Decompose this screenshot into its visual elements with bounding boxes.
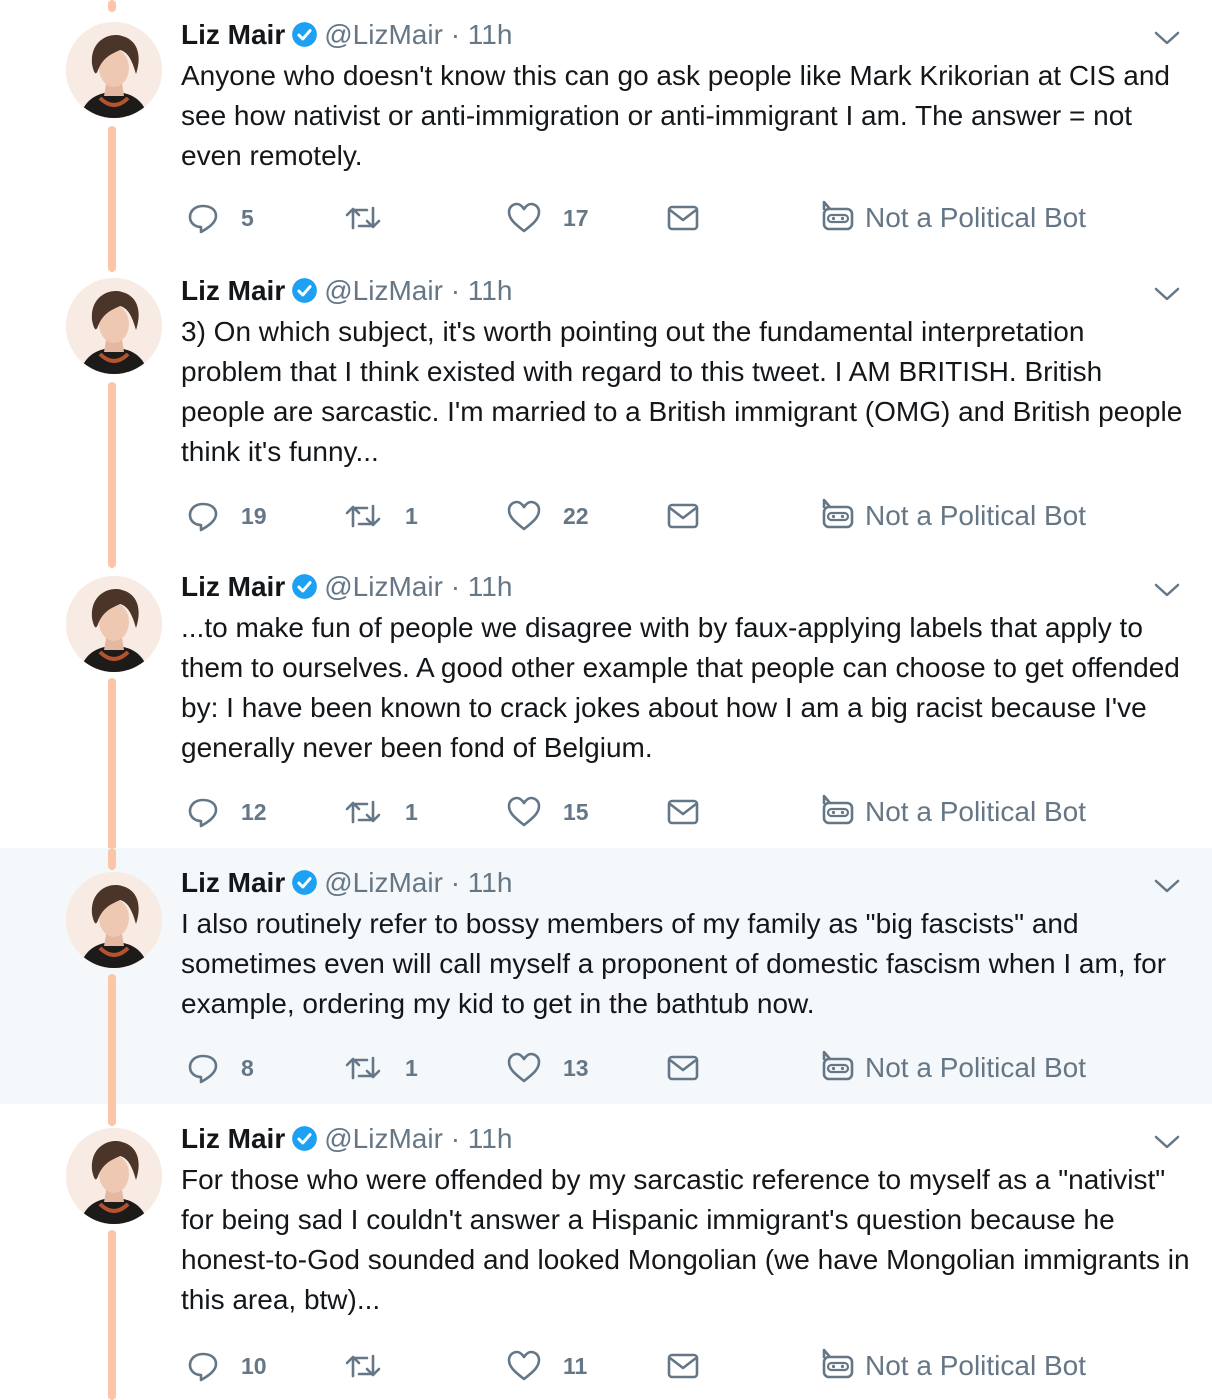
- envelope-icon: [667, 203, 699, 233]
- avatar[interactable]: [66, 1128, 162, 1224]
- chevron-down-icon[interactable]: [1152, 282, 1182, 306]
- retweet-button[interactable]: [343, 198, 405, 238]
- retweet-icon: [343, 500, 383, 532]
- chevron-down-icon[interactable]: [1152, 1130, 1182, 1154]
- avatar[interactable]: [66, 872, 162, 968]
- reply-icon: [187, 796, 219, 828]
- bot-label: Not a Political Bot: [865, 1350, 1086, 1381]
- thread-line: [108, 1104, 116, 1126]
- chevron-down-icon[interactable]: [1152, 874, 1182, 898]
- retweet-icon: [343, 796, 383, 828]
- author-handle[interactable]: @LizMair: [324, 1123, 443, 1154]
- verified-badge-icon: [291, 869, 318, 904]
- envelope-icon: [667, 1053, 699, 1083]
- tweet[interactable]: [0, 552, 1212, 848]
- direct-message-button[interactable]: [667, 496, 699, 536]
- heart-icon: [507, 500, 541, 532]
- tweet-text: 3) On which subject, it's worth pointing out the fundamental interpretation problem that I think existed with regard to this tweet. I AM BRITISH. British people are sarcastic. I'm married to a British immigrant (OMG) and British people think it's funny...: [181, 316, 1183, 467]
- reply-count: 10: [241, 1352, 267, 1379]
- like-count: 11: [563, 1352, 588, 1379]
- thread-line: [108, 1230, 116, 1400]
- direct-message-button[interactable]: [667, 792, 699, 832]
- like-button[interactable]: [507, 1346, 587, 1386]
- retweet-icon: [343, 202, 383, 234]
- like-count: 22: [563, 502, 589, 529]
- robot-face-icon: [821, 200, 855, 237]
- author-handle[interactable]: @LizMair: [324, 19, 443, 50]
- reply-button[interactable]: [187, 1346, 267, 1386]
- verified-badge-icon: [291, 21, 318, 56]
- thread-line: [108, 382, 116, 568]
- reply-count: 19: [241, 502, 267, 529]
- timestamp[interactable]: 11h: [467, 1123, 513, 1154]
- like-button[interactable]: [507, 1048, 589, 1088]
- reply-button[interactable]: [187, 792, 267, 832]
- reply-button[interactable]: [187, 1048, 254, 1088]
- reply-count: 12: [241, 798, 267, 825]
- like-count: 17: [563, 204, 589, 231]
- tweet[interactable]: [0, 1104, 1212, 1400]
- thread-line: [108, 0, 116, 12]
- not-a-political-bot-button[interactable]: [821, 198, 1086, 238]
- avatar[interactable]: [66, 576, 162, 672]
- tweet-header: [181, 570, 512, 608]
- envelope-icon: [667, 501, 699, 531]
- direct-message-button[interactable]: [667, 1346, 699, 1386]
- retweet-icon: [343, 1052, 383, 1084]
- like-count: 15: [563, 798, 589, 825]
- reply-button[interactable]: [187, 496, 267, 536]
- reply-icon: [187, 1350, 219, 1382]
- retweet-button[interactable]: [343, 496, 418, 536]
- verified-badge-icon: [291, 277, 318, 312]
- retweet-button[interactable]: [343, 792, 418, 832]
- reply-icon: [187, 202, 219, 234]
- verified-badge-icon: [291, 573, 318, 608]
- robot-face-icon: [821, 498, 855, 535]
- robot-face-icon: [821, 1050, 855, 1087]
- envelope-icon: [667, 1351, 699, 1381]
- bot-label: Not a Political Bot: [865, 796, 1086, 827]
- timestamp[interactable]: 11h: [467, 867, 513, 898]
- reply-count: 8: [241, 1054, 254, 1081]
- bot-label: Not a Political Bot: [865, 1052, 1086, 1083]
- like-count: 13: [563, 1054, 589, 1081]
- heart-icon: [507, 1052, 541, 1084]
- chevron-down-icon[interactable]: [1152, 26, 1182, 50]
- tweet-actions: [181, 1048, 1181, 1088]
- tweet-actions: [181, 792, 1181, 832]
- robot-face-icon: [821, 794, 855, 831]
- thread-line: [108, 126, 116, 272]
- tweet[interactable]: [0, 848, 1212, 1104]
- retweet-count: 1: [405, 1054, 418, 1081]
- retweet-button[interactable]: [343, 1346, 405, 1386]
- not-a-political-bot-button[interactable]: [821, 1048, 1086, 1088]
- separator-dot: ·: [450, 275, 461, 306]
- timestamp[interactable]: 11h: [467, 19, 513, 50]
- author-handle[interactable]: @LizMair: [324, 275, 443, 306]
- retweet-count: 1: [405, 502, 418, 529]
- thread-line: [108, 678, 116, 864]
- reply-icon: [187, 1052, 219, 1084]
- separator-dot: ·: [450, 1123, 461, 1154]
- tweet-actions: [181, 198, 1181, 238]
- not-a-political-bot-button[interactable]: [821, 1346, 1086, 1386]
- separator-dot: ·: [450, 867, 461, 898]
- like-button[interactable]: [507, 496, 589, 536]
- timestamp[interactable]: 11h: [467, 571, 513, 602]
- author-handle[interactable]: @LizMair: [324, 571, 443, 602]
- tweet-header: [181, 1122, 512, 1160]
- not-a-political-bot-button[interactable]: [821, 496, 1086, 536]
- tweet-text: I also routinely refer to bossy members of my family as "big fascists" and sometimes even will call myself a proponent of domestic fascism when I am, for example, ordering my kid to get in the bathtub now.: [181, 908, 1167, 1019]
- reply-button[interactable]: [187, 198, 254, 238]
- thread-line: [108, 848, 116, 870]
- heart-icon: [507, 796, 541, 828]
- separator-dot: ·: [450, 571, 461, 602]
- tweet-text: ...to make fun of people we disagree with by faux-applying labels that apply to them to ourselves. A good other example that people can choose to get offended by: I have been known to crack jokes about how I am a big racist because I've generally never been fond of Belgium.: [181, 612, 1180, 763]
- reply-count: 5: [241, 204, 254, 231]
- not-a-political-bot-button[interactable]: [821, 792, 1086, 832]
- tweet-header: [181, 866, 512, 904]
- chevron-down-icon[interactable]: [1152, 578, 1182, 602]
- author-name[interactable]: Liz Mair: [181, 1123, 286, 1154]
- heart-icon: [507, 1350, 541, 1382]
- tweet-actions: [181, 496, 1181, 536]
- retweet-button[interactable]: [343, 1048, 418, 1088]
- avatar[interactable]: [66, 22, 162, 118]
- tweet-header: [181, 274, 512, 312]
- tweet-text: For those who were offended by my sarcastic reference to myself as a "nativist" for being sad I couldn't answer a Hispanic immigrant's question because he honest-to-God sounded and looked Mongolian (we have Mongolian immigrants in this area, btw)...: [181, 1164, 1190, 1315]
- heart-icon: [507, 202, 541, 234]
- separator-dot: ·: [450, 19, 461, 50]
- timestamp[interactable]: 11h: [467, 275, 513, 306]
- retweet-count: 1: [405, 798, 418, 825]
- avatar[interactable]: [66, 278, 162, 374]
- tweet[interactable]: [0, 0, 1212, 256]
- bot-label: Not a Political Bot: [865, 202, 1086, 233]
- like-button[interactable]: [507, 198, 589, 238]
- retweet-icon: [343, 1350, 383, 1382]
- tweet[interactable]: [0, 256, 1212, 552]
- tweet-header: [181, 18, 512, 56]
- robot-face-icon: [821, 1348, 855, 1385]
- thread-line: [108, 974, 116, 1120]
- verified-badge-icon: [291, 1125, 318, 1160]
- direct-message-button[interactable]: [667, 1048, 699, 1088]
- like-button[interactable]: [507, 792, 589, 832]
- envelope-icon: [667, 797, 699, 827]
- reply-icon: [187, 500, 219, 532]
- direct-message-button[interactable]: [667, 198, 699, 238]
- tweet-text: Anyone who doesn't know this can go ask people like Mark Krikorian at CIS and see how nativist or anti-immigration or anti-immigrant I am. The answer = not even remotely.: [181, 60, 1170, 171]
- author-name[interactable]: Liz Mair: [181, 867, 286, 898]
- author-name[interactable]: Liz Mair: [181, 571, 286, 602]
- bot-label: Not a Political Bot: [865, 500, 1086, 531]
- tweet-actions: [181, 1346, 1181, 1386]
- author-handle[interactable]: @LizMair: [324, 867, 443, 898]
- author-name[interactable]: Liz Mair: [181, 275, 286, 306]
- author-name[interactable]: Liz Mair: [181, 19, 286, 50]
